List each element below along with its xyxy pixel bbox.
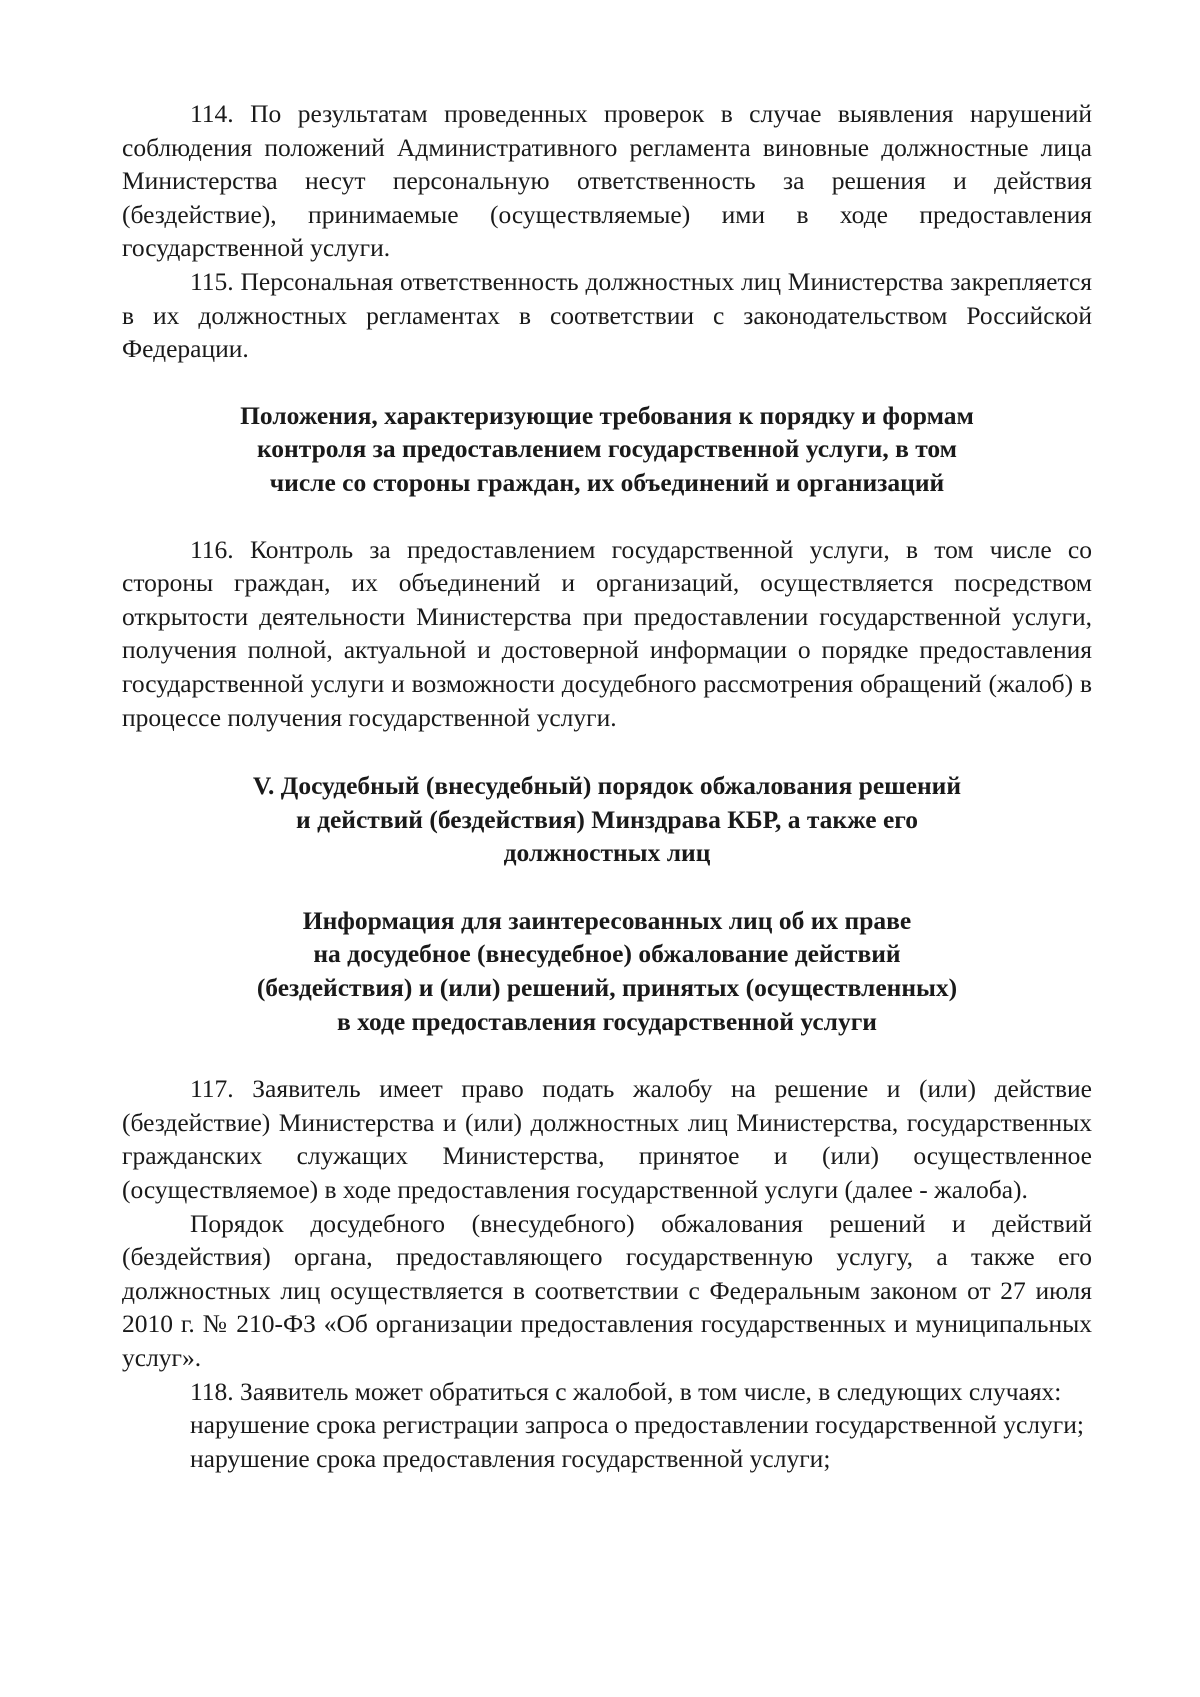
heading-control-requirements [122, 399, 1092, 500]
heading-line: Информация для заинтересованных лиц об их праве [302, 905, 912, 935]
heading-line: должностных лиц [503, 838, 711, 868]
heading-line: и действий (бездействия) Минздрава КБР, а также его [296, 804, 918, 834]
heading-line: в ходе предоставления государственной услуги [337, 1006, 877, 1036]
list-item-service-deadline: нарушение срока предоставления государственной услуги; [190, 1443, 831, 1473]
heading-line: числе со стороны граждан, их объединений и организаций [269, 467, 945, 497]
heading-line: на досудебное (внесудебное) обжалование действий [313, 939, 901, 969]
list-item-registration-deadline: нарушение срока регистрации запроса о предоставлении государственной услуги; [190, 1410, 1084, 1440]
document-body [122, 97, 1092, 1475]
heading-line: (бездействия) и (или) решений, принятых (осуществленных) [256, 973, 958, 1003]
paragraph-114: 114. По результатам проведенных проверок в случае выявления нарушений соблюдения положений Административного регламента виновные должностные лица Министерства несут персональную ответственность за решения и действия (бездействие), принимаемые (осуществляемые) ими в ходе предоставления государственной услуги. [122, 99, 1092, 263]
paragraph-118: 118. Заявитель может обратиться с жалобой, в том числе, в следующих случаях: [190, 1376, 1062, 1406]
heading-line: Положения, характеризующие требования к порядку и формам [240, 400, 974, 430]
paragraph-116: 116. Контроль за предоставлением государственной услуги, в том числе со стороны граждан, их объединений и организаций, осуществляется посредством открытости деятельности Министерства при предоставлении государственной услуги, получения полной, актуальной и достоверной информации о порядке предоставления государственной услуги и возможности досудебного рассмотрения обращений (жалоб) в процессе получения государственной услуги. [122, 534, 1092, 732]
heading-appeal-info [122, 904, 1092, 1038]
paragraph-appeal-order: Порядок досудебного (внесудебного) обжалования решений и действий (бездействия) органа, предоставляющего государственную услугу, а также его должностных лиц осуществляется в соответствии с Федеральным законом от 27 июля 2010 г. № 210-ФЗ «Об организации предоставления государственных и муниципальных услуг». [122, 1208, 1092, 1372]
heading-section-v [122, 769, 1092, 870]
paragraph-115: 115. Персональная ответственность должностных лиц Министерства закрепляется в их должностных регламентах в соответствии с законодательством Российской Федерации. [122, 266, 1092, 364]
heading-line: контроля за предоставлением государственной услуги, в том [256, 434, 958, 464]
paragraph-117: 117. Заявитель имеет право подать жалобу на решение и (или) действие (бездействие) Министерства и (или) должностных лиц Министерства, государственных гражданских служащих Министерства, принятое и (или) осуществленное (осуществляемое) в ходе предоставления государственной услуги (далее - жалоба). [122, 1074, 1092, 1205]
heading-line: V. Досудебный (внесудебный) порядок обжалования решений [252, 771, 962, 801]
